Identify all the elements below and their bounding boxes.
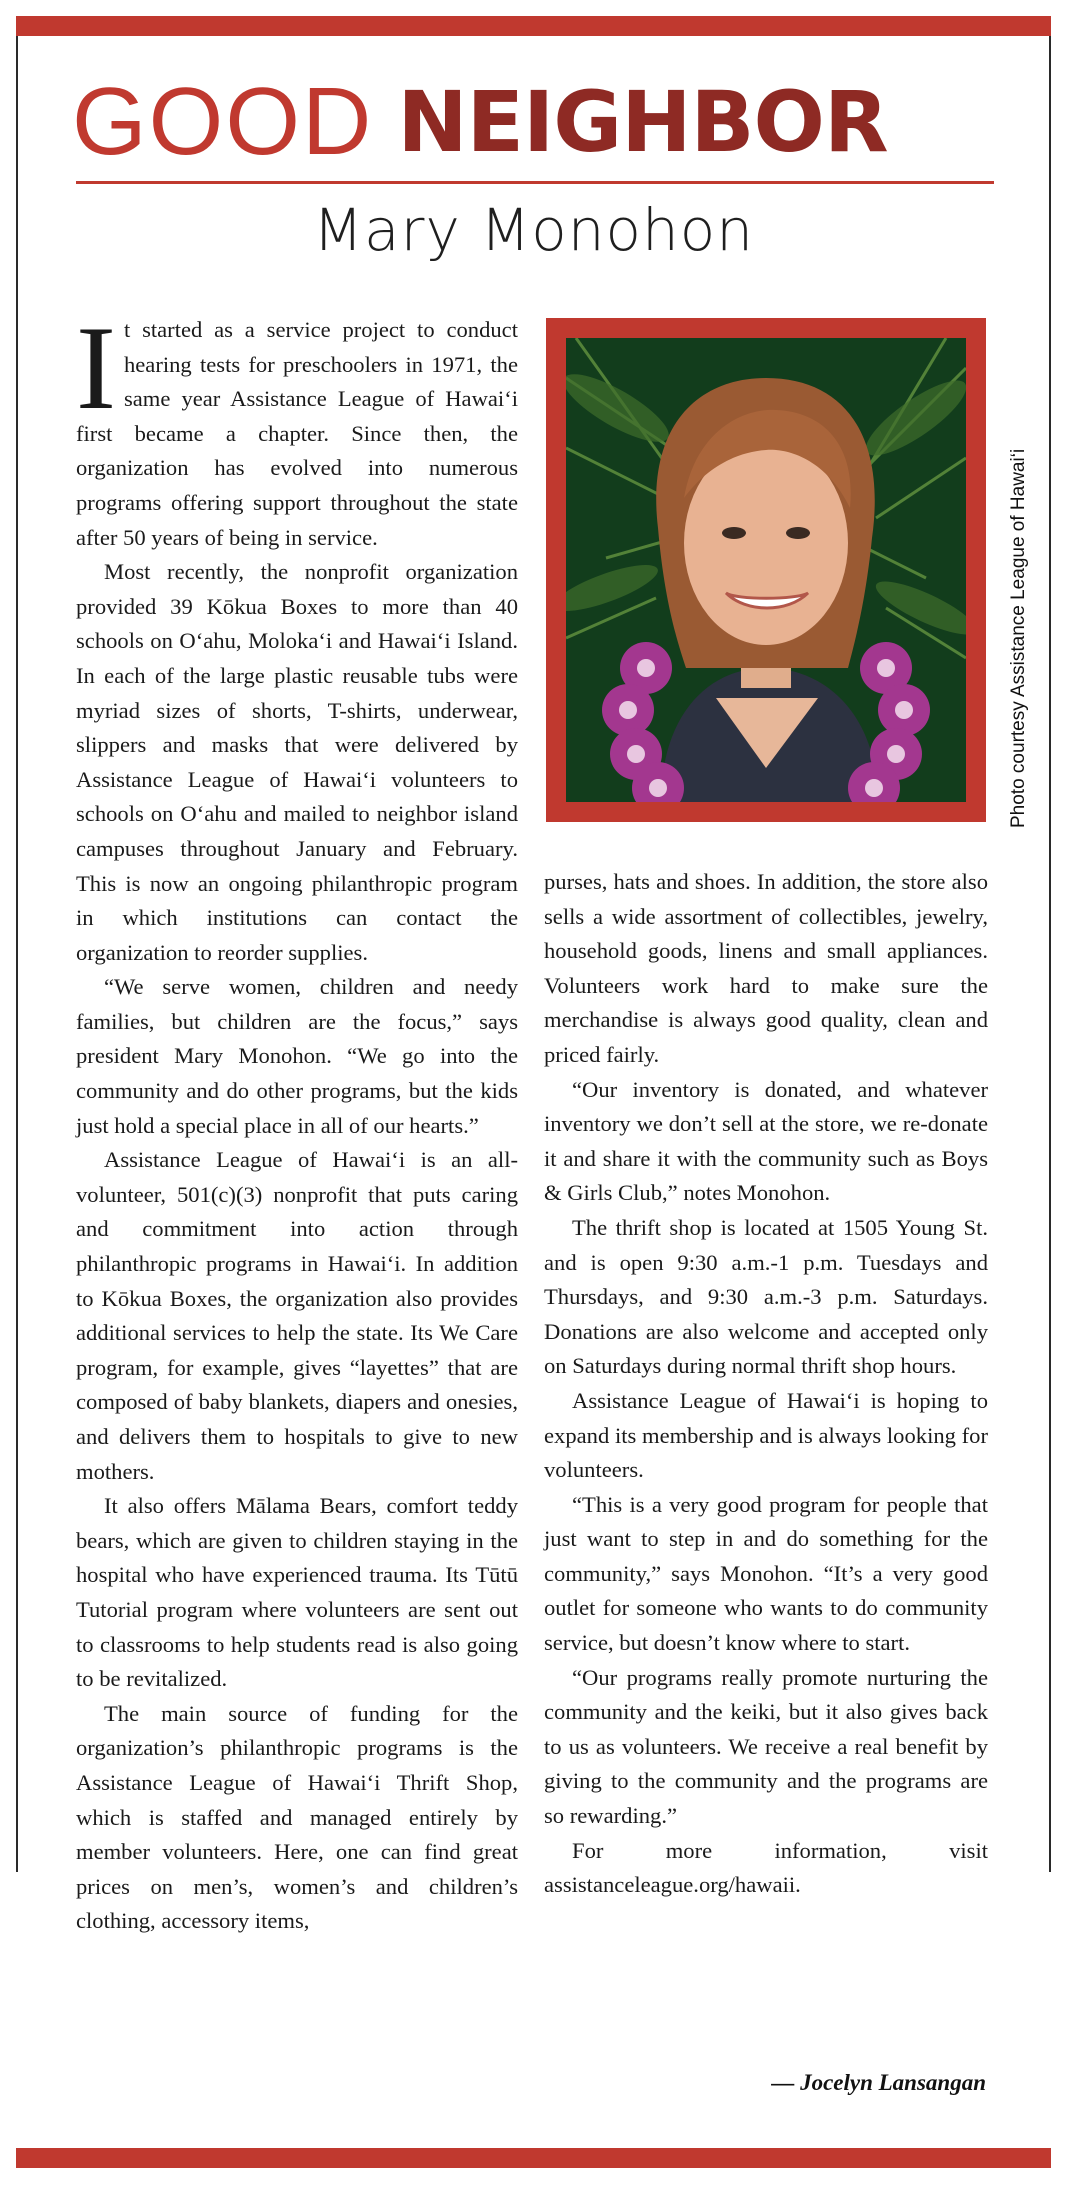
photo-credit-text: Photo courtesy Assistance League of Hawai‘i [1008,448,1029,828]
masthead-heavy-word: NEIGHBOR [397,73,888,171]
right-border-rule [1049,36,1051,1872]
paragraph: purses, hats and shoes. In addition, the store also sells a wide assortment of collectibles, jewelry, household goods, linens and small appliances. Volunteers work hard to make sure the merchandise is always good quality, clean and priced fairly. [544,869,988,1067]
profile-name: Mary Monohon [313,196,754,264]
masthead-light-word: GOOD [72,68,374,175]
paragraph: The main source of funding for the organization’s philanthropic programs is the Assistance League of Hawai‘i Thrift Shop, which is staffed and managed entirely by member volunteers. Here, one can find great prices on men’s, women’s and children’s clothing, accessory items, [76,1700,518,1934]
paragraph: For more information, visit assistanceleague.org/hawaii. [544,1837,988,1898]
paragraph: The thrift shop is located at 1505 Young St. and is open 9:30 a.m.-1 p.m. Tuesdays and Thursdays, and 9:30 a.m.-3 p.m. Saturdays. Donations are also welcome and accepted only on Saturdays during normal thrift shop hours. [544,1214,988,1379]
paragraph: “Our inventory is donated, and whatever inventory we don’t sell at the store, we re-donate it and share it with the community such as Boys & Girls Club,” notes Monohon. [544,1076,988,1206]
paragraph: Assistance League of Hawai‘i is hoping to expand its membership and is always looking for volunteers. [544,1387,988,1483]
paragraph: Most recently, the nonprofit organization provided 39 Kōkua Boxes to more than 40 schools on O‘ahu, Moloka‘i and Hawai‘i Island. In each of the large plastic reusable tubs were myriad sizes of shorts, T-shirts, underwear, slippers and masks that were delivered by Assistance League of Hawai‘i volunteers to schools on O‘ahu and mailed to neighbor island campuses throughout January and February. This is now an ongoing philanthropic program in which institutions can contact the organization to reorder supplies. [76,559,518,965]
paragraph: “Our programs really promote nurturing the community and the keiki, but it also gives back to us as volunteers. We receive a real benefit by giving to the community and the programs are so rewarding.” [544,1664,988,1829]
paragraph: It started as a service project to conduct hearing tests for preschoolers in 1971, the same year Assistance League of Hawai‘i first became a chapter. Since then, the organization has evolved into numerous programs offering support throughout the state after 50 years of being in service. [76,301,518,550]
left-border-rule [16,36,18,1872]
section-masthead [72,70,1002,174]
masthead-rule [76,181,994,184]
paragraph: Assistance League of Hawai‘i is an all-volunteer, 501(c)(3) nonprofit that puts caring and commitment into action through philanthropic programs in Hawai‘i. In addition to Kōkua Boxes, the organization also provides additional services to help the state. Its We Care program, for example, gives “layettes” that are composed of baby blankets, diapers and onesies, and delivers them to hospitals to give to new mothers. [76,1147,518,1484]
author-byline: — Jocelyn Lansangan [771,2070,986,2095]
portrait-photo [566,338,966,802]
paragraph: “We serve women, children and needy families, but children are the focus,” says president Mary Monohon. “We go into the community and do other programs, but the kids just hold a special place in all of our hearts.” [76,974,518,1138]
portrait-photo-frame [546,318,986,822]
paragraph: It also offers Mālama Bears, comfort teddy bears, which are given to children staying in the hospital who have experienced trauma. Its Tūtū Tutorial program where volunteers are sent out to classrooms to help students read is also going to be revitalized. [76,1493,518,1692]
paragraph: “This is a very good program for people that just want to step in and do something for the community,” says Monohon. “It’s a very good outlet for someone who wants to do community service, but doesn’t know where to start. [544,1491,988,1656]
article-column-right [544,865,988,1903]
top-accent-bar [16,16,1051,36]
photo-credit [1006,448,1032,828]
article-column-left [76,301,518,1939]
portrait-illustration [566,338,966,802]
bottom-accent-bar [16,2148,1051,2168]
